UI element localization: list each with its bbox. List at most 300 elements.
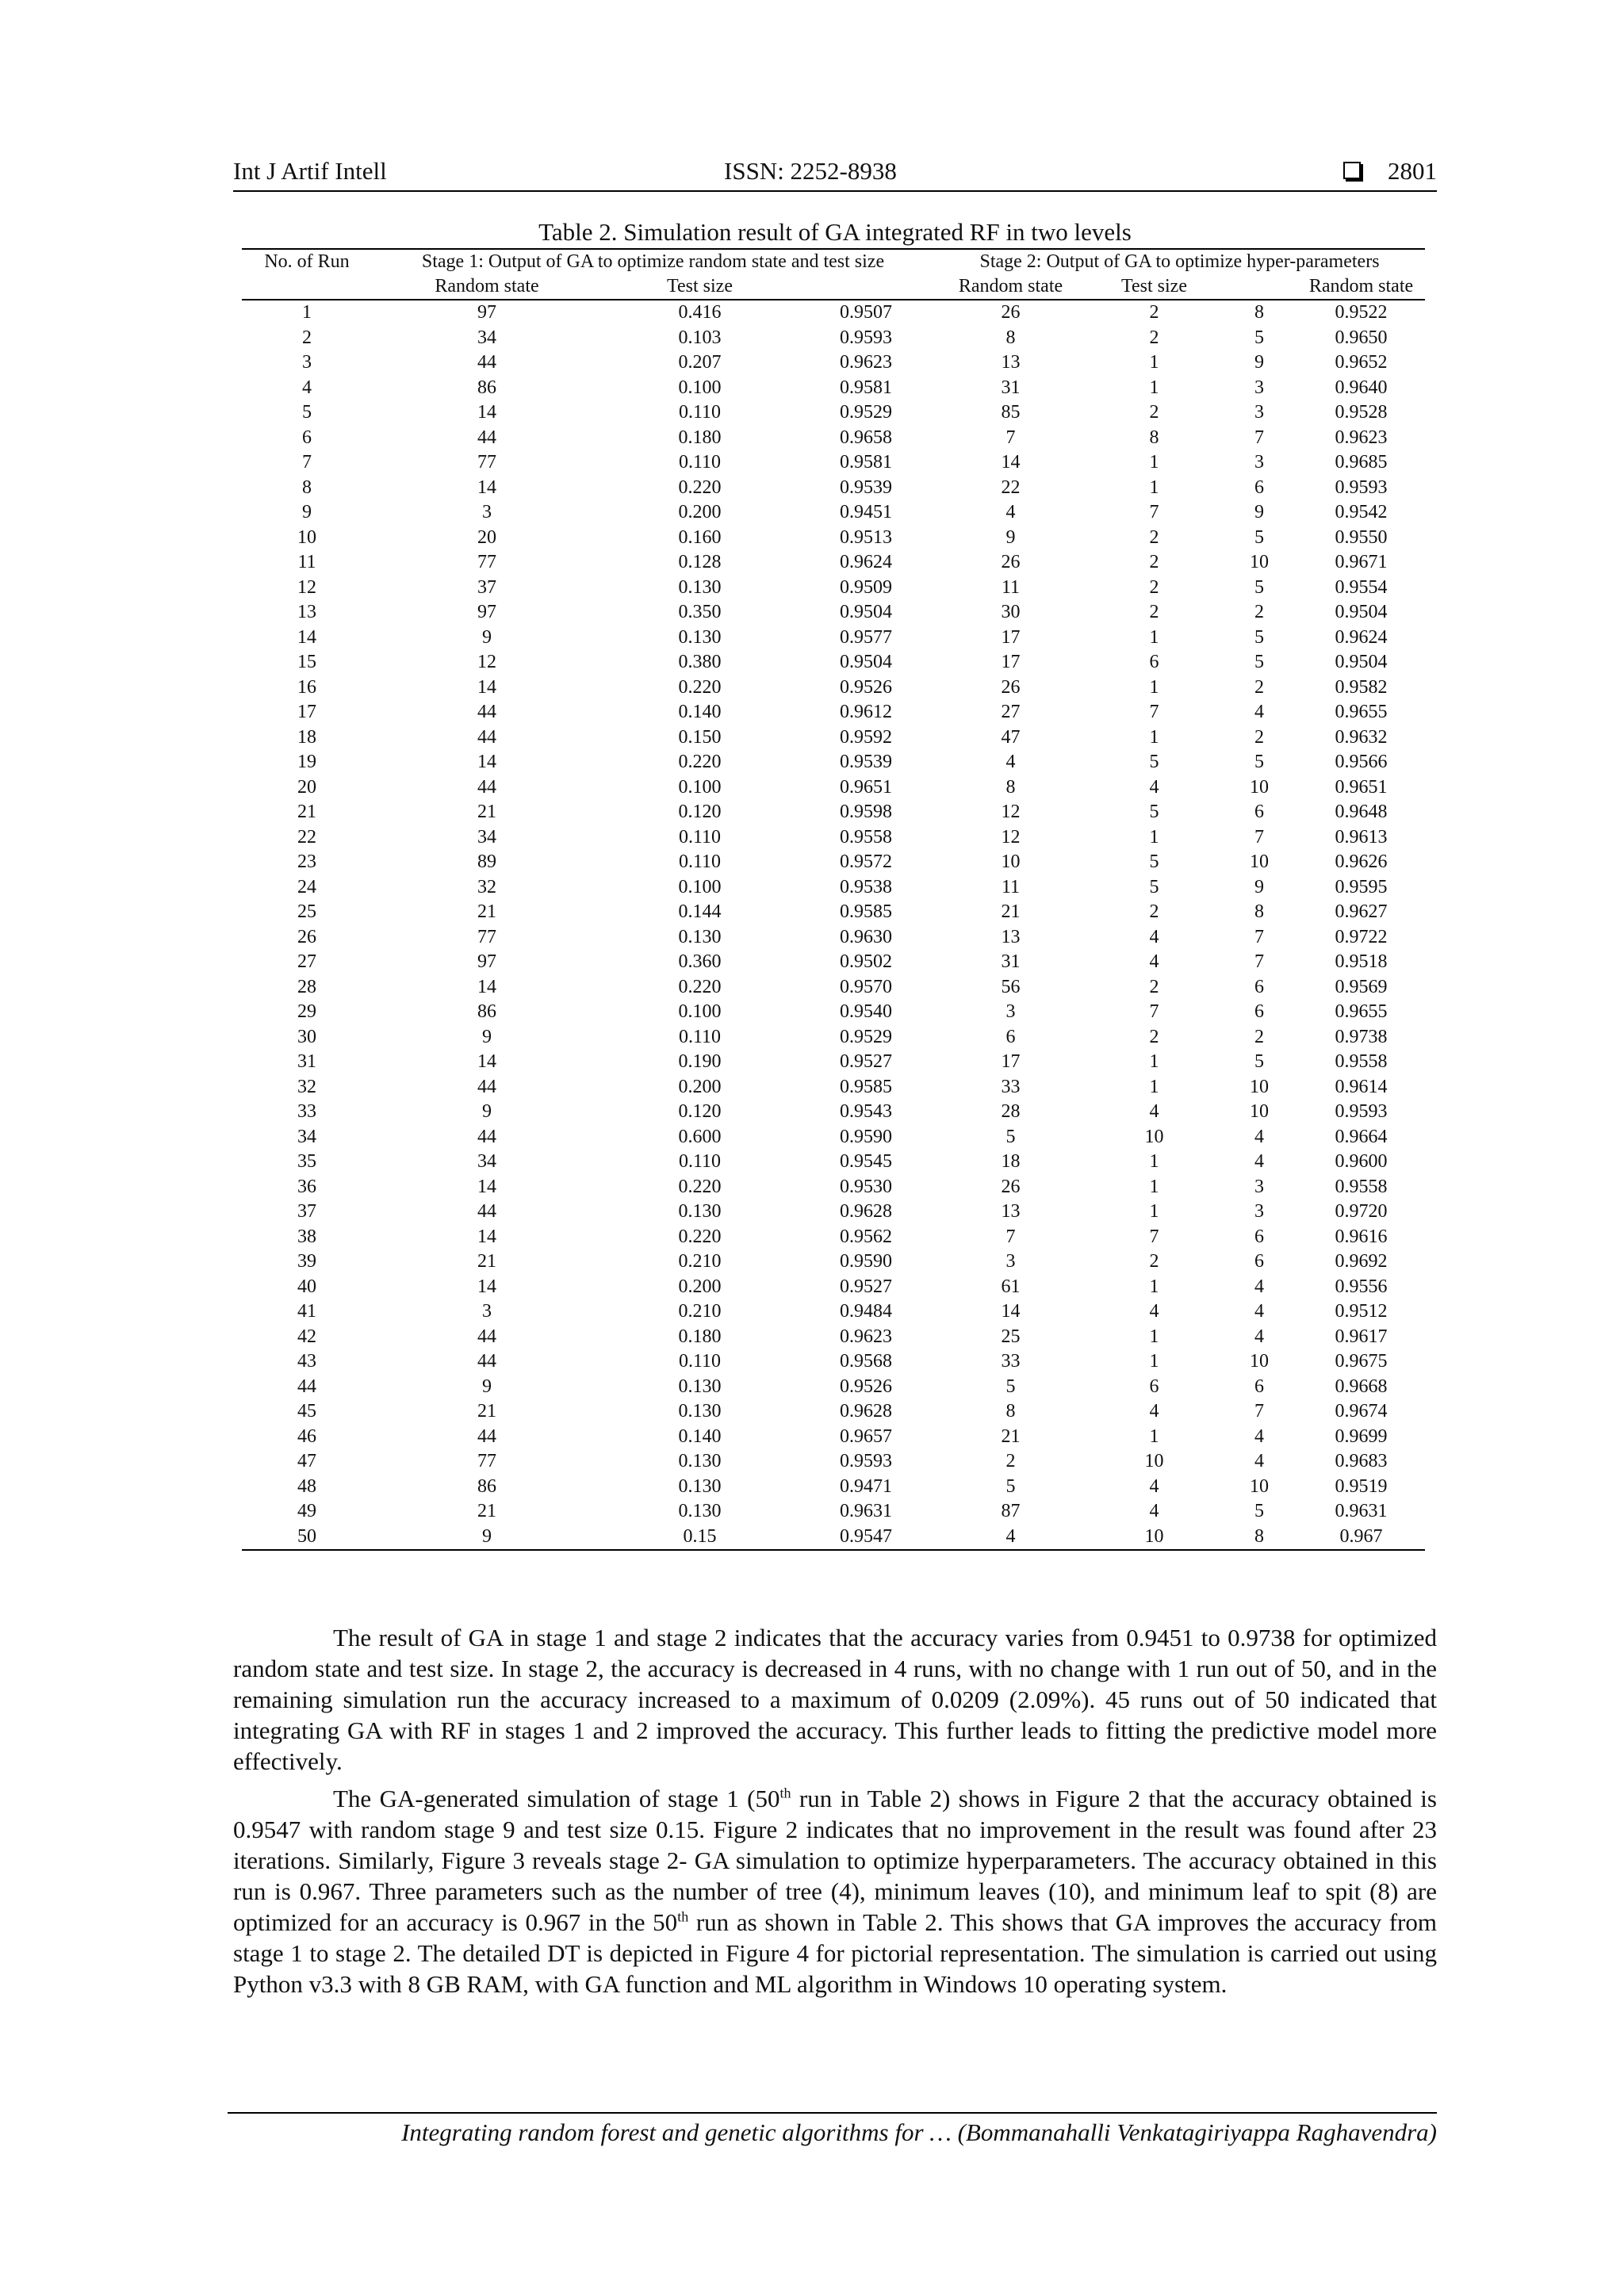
table-cell: 33 <box>1001 1076 1021 1097</box>
table-cell: 0.9558 <box>1335 1176 1388 1197</box>
table-cell: 97 <box>477 602 496 622</box>
table-cell: 44 <box>477 1326 496 1347</box>
table-cell: 0.9671 <box>1335 552 1388 572</box>
table-cell: 44 <box>477 1351 496 1372</box>
table-cell: 21 <box>477 901 496 922</box>
table-cell: 4 <box>1254 1326 1264 1347</box>
table-cell: 6 <box>1254 802 1264 822</box>
table-row <box>242 1275 1425 1300</box>
table-cell: 5 <box>1254 626 1264 648</box>
table-cell: 44 <box>477 776 496 798</box>
table-cell: 0.100 <box>678 1001 722 1022</box>
paragraph-simulation <box>233 1783 1437 1999</box>
page-number: 2801 <box>1388 157 1437 185</box>
table-cell: 0.9545 <box>840 1151 892 1172</box>
table-cell: 21 <box>477 1501 496 1521</box>
table-cell: 0.9623 <box>1335 427 1388 448</box>
table-cell: 0.9502 <box>840 951 892 972</box>
table-cell: 3 <box>482 502 492 522</box>
table-cell: 0.140 <box>678 702 722 722</box>
table-cell: 0.9504 <box>840 602 892 622</box>
table-cell: 8 <box>1005 1401 1016 1422</box>
table-cell: 6 <box>1254 976 1264 997</box>
table-row <box>242 1349 1425 1375</box>
table-row <box>242 1299 1425 1325</box>
table-cell: 4 <box>1005 502 1016 522</box>
table-cell: 0.9529 <box>840 402 892 423</box>
table-cell: 1 <box>1149 1176 1159 1197</box>
header-s2-param <box>1221 274 1297 300</box>
table-cell: 0.9562 <box>840 1226 892 1247</box>
table-cell: 77 <box>477 1451 496 1471</box>
table-cell: 0.9590 <box>840 1251 892 1272</box>
table-cell: 0.9547 <box>798 1525 934 1551</box>
table-row <box>242 900 1425 925</box>
table-cell: 7 <box>1149 702 1159 722</box>
table-cell: 0.9624 <box>1335 626 1388 648</box>
table-cell: 0.416 <box>678 302 722 323</box>
table-cell: 13 <box>1001 1201 1021 1222</box>
table-cell: 0.9504 <box>1335 652 1388 672</box>
table-cell: 0.180 <box>678 427 722 448</box>
table-cell: 7 <box>1005 1226 1016 1247</box>
table-cell: 0.9614 <box>1335 1076 1388 1097</box>
table-row <box>242 1025 1425 1050</box>
table-cell: 1 <box>1149 1151 1159 1172</box>
table-cell: 8 <box>1149 427 1159 448</box>
table-cell: 12 <box>1001 802 1021 822</box>
table-cell: 7 <box>1149 1001 1159 1022</box>
table-cell: 21 <box>1001 901 1021 922</box>
table-cell: 97 <box>477 951 496 972</box>
table-cell: 1 <box>1149 1201 1159 1222</box>
table-cell: 0.9692 <box>1335 1251 1388 1272</box>
table-cell: 9 <box>1005 526 1016 548</box>
table-cell: 2 <box>1149 576 1159 598</box>
table-cell: 0.380 <box>678 652 722 672</box>
table-cell: 26 <box>297 926 316 947</box>
page-header <box>233 155 1437 192</box>
table-row <box>242 725 1425 751</box>
table-cell: 3 <box>1254 377 1264 398</box>
table-cell: 25 <box>1001 1326 1021 1347</box>
table-cell: 42 <box>297 1326 316 1347</box>
table-cell: 0.9527 <box>840 1276 892 1297</box>
table-cell: 9 <box>1254 502 1264 522</box>
table-cell: 27 <box>297 951 316 972</box>
table-cell: 0.9651 <box>1335 776 1388 798</box>
table-cell: 14 <box>1001 452 1021 473</box>
table-cell: 31 <box>1001 951 1021 972</box>
table-cell: 18 <box>1001 1151 1021 1172</box>
table-cell: 0.9593 <box>1335 1101 1388 1122</box>
table-cell: 10 <box>297 526 316 548</box>
table-cell: 10 <box>1250 1101 1269 1122</box>
table-row <box>242 1000 1425 1025</box>
table-cell: 1 <box>1149 676 1159 698</box>
table-cell: 10 <box>1144 1451 1164 1471</box>
table-cell: 0.190 <box>678 1051 722 1072</box>
table-cell: 0.9543 <box>840 1101 892 1122</box>
table-cell: 89 <box>477 851 496 872</box>
table-cell: 1 <box>1149 1425 1159 1447</box>
table-cell: 5 <box>1149 752 1159 772</box>
table-cell: 44 <box>477 1425 496 1447</box>
table-cell: 0.210 <box>678 1301 722 1322</box>
table-cell: 0.9522 <box>1335 302 1388 323</box>
table-cell: 45 <box>297 1401 316 1422</box>
table-cell: 44 <box>477 352 496 373</box>
table-cell: 2 <box>1149 901 1159 922</box>
table-row <box>242 626 1425 651</box>
paragraph-text: The GA-generated simulation of stage 1 (50 <box>333 1785 780 1812</box>
table-row <box>242 1375 1425 1400</box>
table-cell: 0.9558 <box>840 826 892 848</box>
table-row <box>242 400 1425 426</box>
table-cell: 44 <box>477 726 496 748</box>
table-cell: 7 <box>302 452 312 473</box>
table-cell: 86 <box>477 377 496 398</box>
table-cell: 0.9550 <box>1335 526 1388 548</box>
table-cell: 4 <box>1149 1301 1159 1322</box>
table-row <box>242 850 1425 875</box>
table-cell: 0.200 <box>678 1076 722 1097</box>
table-row <box>242 650 1425 675</box>
table-cell: 14 <box>1001 1301 1021 1322</box>
table-cell: 5 <box>302 402 312 423</box>
table-cell: 8 <box>1221 1525 1297 1551</box>
table-cell: 7 <box>1254 951 1264 972</box>
table-cell: 24 <box>297 876 316 897</box>
superscript-th: th <box>677 1908 689 1925</box>
table-cell: 0.9630 <box>840 926 892 947</box>
table-cell: 77 <box>477 926 496 947</box>
table-cell: 48 <box>297 1475 316 1497</box>
table-cell: 39 <box>297 1251 316 1272</box>
table-cell: 2 <box>1149 552 1159 572</box>
table-cell: 0.9612 <box>840 702 892 722</box>
table-body <box>242 300 1425 1550</box>
table-cell: 2 <box>1254 676 1264 698</box>
table-cell: 3 <box>1254 452 1264 473</box>
table-cell: 0.9623 <box>840 1326 892 1347</box>
table-cell: 5 <box>1254 1501 1264 1521</box>
table-row <box>242 1449 1425 1475</box>
table-cell: 4 <box>1254 1451 1264 1471</box>
table-cell: 13 <box>1001 352 1021 373</box>
table-cell: 0.9539 <box>840 476 892 498</box>
table-cell: 4 <box>1149 951 1159 972</box>
table-cell: 0.9738 <box>1335 1026 1388 1047</box>
table-cell: 5 <box>1254 752 1264 772</box>
table-cell: 9 <box>1254 352 1264 373</box>
table-cell: 1 <box>1149 826 1159 848</box>
table-cell: 34 <box>297 1126 316 1147</box>
table-cell: 21 <box>1001 1425 1021 1447</box>
table-cell: 1 <box>1149 352 1159 373</box>
table-cell: 2 <box>1149 602 1159 622</box>
table-cell: 17 <box>1001 626 1021 648</box>
table-cell: 6 <box>1254 1376 1264 1397</box>
table-cell: 0.9651 <box>840 776 892 798</box>
table-cell: 0.130 <box>678 626 722 648</box>
table-cell: 7 <box>1005 427 1016 448</box>
table-cell: 6 <box>302 427 312 448</box>
table-cell: 9 <box>372 1525 602 1551</box>
table-cell: 0.9623 <box>840 352 892 373</box>
table-cell: 7 <box>1149 502 1159 522</box>
table-cell: 0.9570 <box>840 976 892 997</box>
table-cell: 12 <box>297 576 316 598</box>
table-cell: 10 <box>1250 552 1269 572</box>
table-row <box>242 1150 1425 1175</box>
table-cell: 0.9628 <box>840 1401 892 1422</box>
table-cell: 34 <box>477 826 496 848</box>
table-cell: 1 <box>1149 1276 1159 1297</box>
table-cell: 0.9631 <box>840 1501 892 1521</box>
table-cell: 44 <box>477 427 496 448</box>
table-cell: 0.9519 <box>1335 1475 1388 1497</box>
table-row <box>242 300 1425 326</box>
table-cell: 14 <box>477 676 496 698</box>
table-cell: 0.9595 <box>1335 876 1388 897</box>
table-row <box>242 476 1425 501</box>
table-row <box>242 1050 1425 1075</box>
table-cell: 0.9554 <box>1335 576 1388 598</box>
table-cell: 0.9631 <box>1335 1501 1388 1521</box>
table-cell: 2 <box>1254 1026 1264 1047</box>
table-cell: 4 <box>1254 1301 1264 1322</box>
table-cell: 0.9585 <box>840 901 892 922</box>
table-row <box>242 1125 1425 1150</box>
table-cell: 8 <box>302 476 312 498</box>
table-cell: 10 <box>1250 851 1269 872</box>
table-cell: 3 <box>1254 1176 1264 1197</box>
table-cell: 12 <box>1001 826 1021 848</box>
table-cell: 0.9504 <box>1335 602 1388 622</box>
table-cell: 0.120 <box>678 802 722 822</box>
table-cell: 14 <box>477 1226 496 1247</box>
table-row <box>242 825 1425 851</box>
table-cell: 1 <box>1149 1326 1159 1347</box>
table-cell: 2 <box>1149 402 1159 423</box>
table-cell: 86 <box>477 1001 496 1022</box>
issn-label: ISSN: 2252-8938 <box>724 157 897 185</box>
table-cell: 34 <box>477 327 496 348</box>
table-cell: 0.9675 <box>1335 1351 1388 1372</box>
table-row <box>242 600 1425 626</box>
table-cell: 31 <box>1001 377 1021 398</box>
superscript-th: th <box>779 1785 791 1801</box>
table-cell: 2 <box>1005 1451 1016 1471</box>
table-row <box>242 975 1425 1001</box>
table-cell: 0.9528 <box>1335 402 1388 423</box>
table-cell: 6 <box>1149 652 1159 672</box>
table-cell: 1 <box>1149 1351 1159 1372</box>
table-cell: 44 <box>477 1201 496 1222</box>
table-cell: 21 <box>477 802 496 822</box>
table-cell: 0.9582 <box>1335 676 1388 698</box>
table-cell: 26 <box>1001 552 1021 572</box>
table-cell: 9 <box>482 1376 492 1397</box>
table-cell: 0.9581 <box>840 452 892 473</box>
results-table <box>242 248 1425 1551</box>
table-row <box>242 576 1425 601</box>
table-row <box>242 700 1425 725</box>
table-cell: 26 <box>1001 1176 1021 1197</box>
table-cell: 18 <box>297 726 316 748</box>
table-cell: 14 <box>477 402 496 423</box>
checkbox-square-icon <box>1343 162 1361 179</box>
table-cell: 0.150 <box>678 726 722 748</box>
table-cell: 0.9617 <box>1335 1326 1388 1347</box>
table-cell: 40 <box>297 1276 316 1297</box>
table-cell: 0.220 <box>678 476 722 498</box>
table-cell: 29 <box>297 1001 316 1022</box>
table-cell: 17 <box>1001 1051 1021 1072</box>
table-row <box>242 376 1425 401</box>
table-cell: 0.140 <box>678 1425 722 1447</box>
table-cell: 9 <box>482 626 492 648</box>
table-cell: 0.9538 <box>840 876 892 897</box>
table-cell: 0.9526 <box>840 676 892 698</box>
table-cell: 21 <box>477 1401 496 1422</box>
header-s2-test-size: Test size <box>1087 274 1221 300</box>
table-cell: 0.9590 <box>840 1126 892 1147</box>
table-cell: 0.110 <box>678 452 722 473</box>
table-cell: 47 <box>297 1451 316 1471</box>
table-cell: 5 <box>1254 1051 1264 1072</box>
table-cell: 32 <box>297 1076 316 1097</box>
table-cell: 4 <box>1149 776 1159 798</box>
table-cell: 0.9504 <box>840 652 892 672</box>
table-cell: 56 <box>1001 976 1021 997</box>
header-empty <box>242 274 372 300</box>
table-cell: 4 <box>1149 1401 1159 1422</box>
table-cell: 0.9640 <box>1335 377 1388 398</box>
table-row <box>242 1225 1425 1250</box>
table-cell: 0.9722 <box>1335 926 1388 947</box>
table-cell: 2 <box>1149 1026 1159 1047</box>
table-cell: 0.100 <box>678 876 722 897</box>
header-s1-accuracy <box>798 274 934 300</box>
table-cell: 32 <box>477 876 496 897</box>
table-cell: 2 <box>1149 976 1159 997</box>
table-cell: 25 <box>297 901 316 922</box>
table-cell: 10 <box>1087 1525 1221 1551</box>
table-cell: 33 <box>1001 1351 1021 1372</box>
table-cell: 44 <box>477 702 496 722</box>
table-cell: 37 <box>297 1201 316 1222</box>
table-cell: 4 <box>1254 702 1264 722</box>
table-cell: 0.110 <box>678 1151 722 1172</box>
table-cell: 47 <box>1001 726 1021 748</box>
table-cell: 0.9657 <box>840 1425 892 1447</box>
table-cell: 1 <box>1149 377 1159 398</box>
table-cell: 0.9627 <box>1335 901 1388 922</box>
paragraph-text: run in Table 2) shows in Figure 2 that the accuracy obtained is 0.9547 with random stage 9 and test size 0.15. Figure 2 indicates that no improvement in the result was found after 23 iterations. Similarly, Figure 3 reveals stage 2- GA simulation to optimize hyperparameters. The accuracy obtained in this run is 0.967. Three parameters such as the number of tree (4), minimum leaves (10), and minimum leaf to spit (8) are optimized for an accuracy is 0.967 in the 50 <box>233 1785 1437 1936</box>
table-cell: 0.9699 <box>1335 1425 1388 1447</box>
table-cell: 0.200 <box>678 1276 722 1297</box>
table-row <box>242 775 1425 801</box>
table-cell: 0.9593 <box>840 1451 892 1471</box>
table-cell: 0.9648 <box>1335 802 1388 822</box>
table-cell: 77 <box>477 452 496 473</box>
table-cell: 44 <box>297 1376 316 1397</box>
table-cell: 8 <box>1005 327 1016 348</box>
table-cell: 0.9650 <box>1335 327 1388 348</box>
table-cell: 21 <box>477 1251 496 1272</box>
table-sub-header-row <box>242 274 1425 300</box>
table-cell: 0.9720 <box>1335 1201 1388 1222</box>
table-cell: 0.100 <box>678 377 722 398</box>
table-cell: 86 <box>477 1475 496 1497</box>
table-cell: 0.220 <box>678 752 722 772</box>
table-cell: 1 <box>1149 1076 1159 1097</box>
table-cell: 3 <box>1254 402 1264 423</box>
table-cell: 3 <box>302 352 312 373</box>
table-cell: 0.110 <box>678 851 722 872</box>
table-cell: 5 <box>1149 876 1159 897</box>
table-cell: 0.9569 <box>1335 976 1388 997</box>
table-cell: 0.9600 <box>1335 1151 1388 1172</box>
table-cell: 0.9471 <box>840 1475 892 1497</box>
table-cell: 0.144 <box>678 901 722 922</box>
table-cell: 0.9568 <box>840 1351 892 1372</box>
table-cell: 3 <box>1005 1001 1016 1022</box>
table-cell: 13 <box>297 602 316 622</box>
table-cell: 2 <box>302 327 312 348</box>
table-cell: 0.220 <box>678 1226 722 1247</box>
table-cell: 0.9540 <box>840 1001 892 1022</box>
table-cell: 0.9526 <box>840 1376 892 1397</box>
table-cell: 97 <box>477 302 496 323</box>
table-cell: 0.9585 <box>840 1076 892 1097</box>
table-cell: 5 <box>1005 1475 1016 1497</box>
table-cell: 0.15 <box>602 1525 798 1551</box>
table-row <box>242 1100 1425 1125</box>
table-cell: 14 <box>477 752 496 772</box>
table-row <box>242 326 1425 351</box>
table-row <box>242 750 1425 775</box>
table-cell: 49 <box>297 1501 316 1521</box>
header-no-of-run: No. of Run <box>264 251 350 272</box>
table-cell: 0.600 <box>678 1126 722 1147</box>
table-row <box>242 1249 1425 1275</box>
table-cell: 0.130 <box>678 1501 722 1521</box>
table-cell: 2 <box>1254 602 1264 622</box>
table-cell: 10 <box>1144 1126 1164 1147</box>
table-cell: 0.130 <box>678 576 722 598</box>
table-cell: 10 <box>1250 1076 1269 1097</box>
table-cell: 17 <box>1001 652 1021 672</box>
table-cell: 14 <box>297 626 316 648</box>
table-group-header-row <box>242 249 1425 274</box>
table-cell: 0.9518 <box>1335 951 1388 972</box>
table-cell: 28 <box>1001 1101 1021 1122</box>
table-cell: 87 <box>1001 1501 1021 1521</box>
table-cell: 9 <box>302 502 312 522</box>
table-cell: 2 <box>1149 327 1159 348</box>
table-cell: 7 <box>1254 926 1264 947</box>
table-cell: 0.9529 <box>840 1026 892 1047</box>
table-cell: 4 <box>1149 1475 1159 1497</box>
table-cell: 0.9664 <box>1335 1126 1388 1147</box>
table-cell: 22 <box>297 826 316 848</box>
table-cell: 0.9512 <box>1335 1301 1388 1322</box>
table-cell: 0.128 <box>678 552 722 572</box>
table-cell: 0.9593 <box>840 327 892 348</box>
